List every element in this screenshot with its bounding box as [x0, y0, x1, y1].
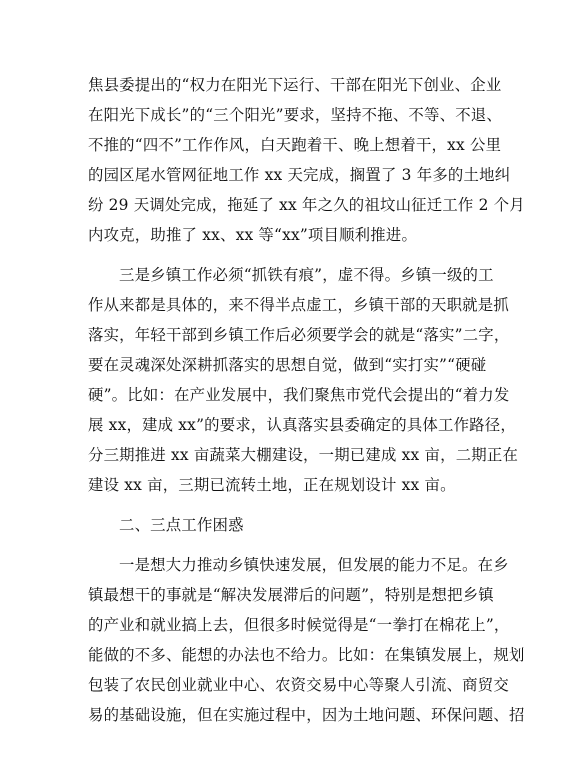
text-line: 作从来都是具体的，来不得半点虚工，乡镇干部的天职就是抓	[88, 296, 509, 314]
text-line: 分三期推进 xx 亩蔬菜大棚建设，一期已建成 xx 亩，二期正在	[88, 446, 519, 464]
text-line: 包装了农民创业就业中心、农资交易中心等聚人引流、商贸交	[88, 676, 509, 694]
text-line: 展 xx，建成 xx”的要求，认真落实县委确定的具体工作路径，	[88, 416, 516, 434]
text-line: 落实，年轻干部到乡镇工作后必须要学会的就是“落实”二字，	[88, 326, 510, 344]
text-line: 纷 29 天调处完成，拖延了 xx 年之久的祖坟山征迁工作 2 个月	[88, 196, 525, 214]
paragraph-2	[88, 260, 519, 500]
text-line: 易的基础设施，但在实施过程中，因为土地问题、环保问题、招	[88, 706, 525, 724]
text-line: 的产业和就业搞上去，但很多时候觉得是“一拳打在棉花上”，	[88, 616, 510, 634]
text-line: 建设 xx 亩，三期已流转土地，正在规划设计 xx 亩。	[88, 476, 456, 494]
text-line: 在阳光下成长”的“三个阳光”要求，坚持不拖、不等、不退、	[88, 106, 502, 124]
paragraph-gap	[88, 500, 498, 510]
text-line: 的园区尾水管网征地工作 xx 天完成，搁置了 3 年多的土地纠	[88, 166, 511, 184]
text-line: 内攻克，助推了 xx、xx 等“xx”项目顺利推进。	[88, 226, 418, 244]
text-line: 要在灵魂深处深耕抓落实的思想自觉，做到“实打实”“硬碰	[88, 356, 487, 374]
text-line: 硬”。比如：在产业发展中，我们聚焦市党代会提出的“着力发	[88, 386, 510, 404]
section-heading: 二、三点工作困惑	[119, 516, 244, 534]
text-line: 一是想大力推动乡镇快速发展，但发展的能力不足。在乡	[119, 556, 509, 574]
text-line: 能做的不多、能想的办法也不给力。比如：在集镇发展上，规划	[88, 646, 525, 664]
text-line: 不推的“四不”工作作风，白天跑着干、晚上想着干，xx 公里	[88, 136, 502, 154]
paragraph-1	[88, 70, 525, 250]
paragraph-3	[88, 550, 525, 730]
text-line: 三是乡镇工作必须“抓铁有痕”，虚不得。乡镇一级的工	[119, 266, 494, 284]
text-line: 镇最想干的事就是“解决发展滞后的问题”，特别是想把乡镇	[88, 586, 494, 604]
paragraph-gap	[88, 540, 498, 550]
document-body	[88, 70, 525, 730]
text-line: 焦县委提出的“权力在阳光下运行、干部在阳光下创业、企业	[88, 76, 502, 94]
paragraph-gap	[88, 250, 498, 260]
